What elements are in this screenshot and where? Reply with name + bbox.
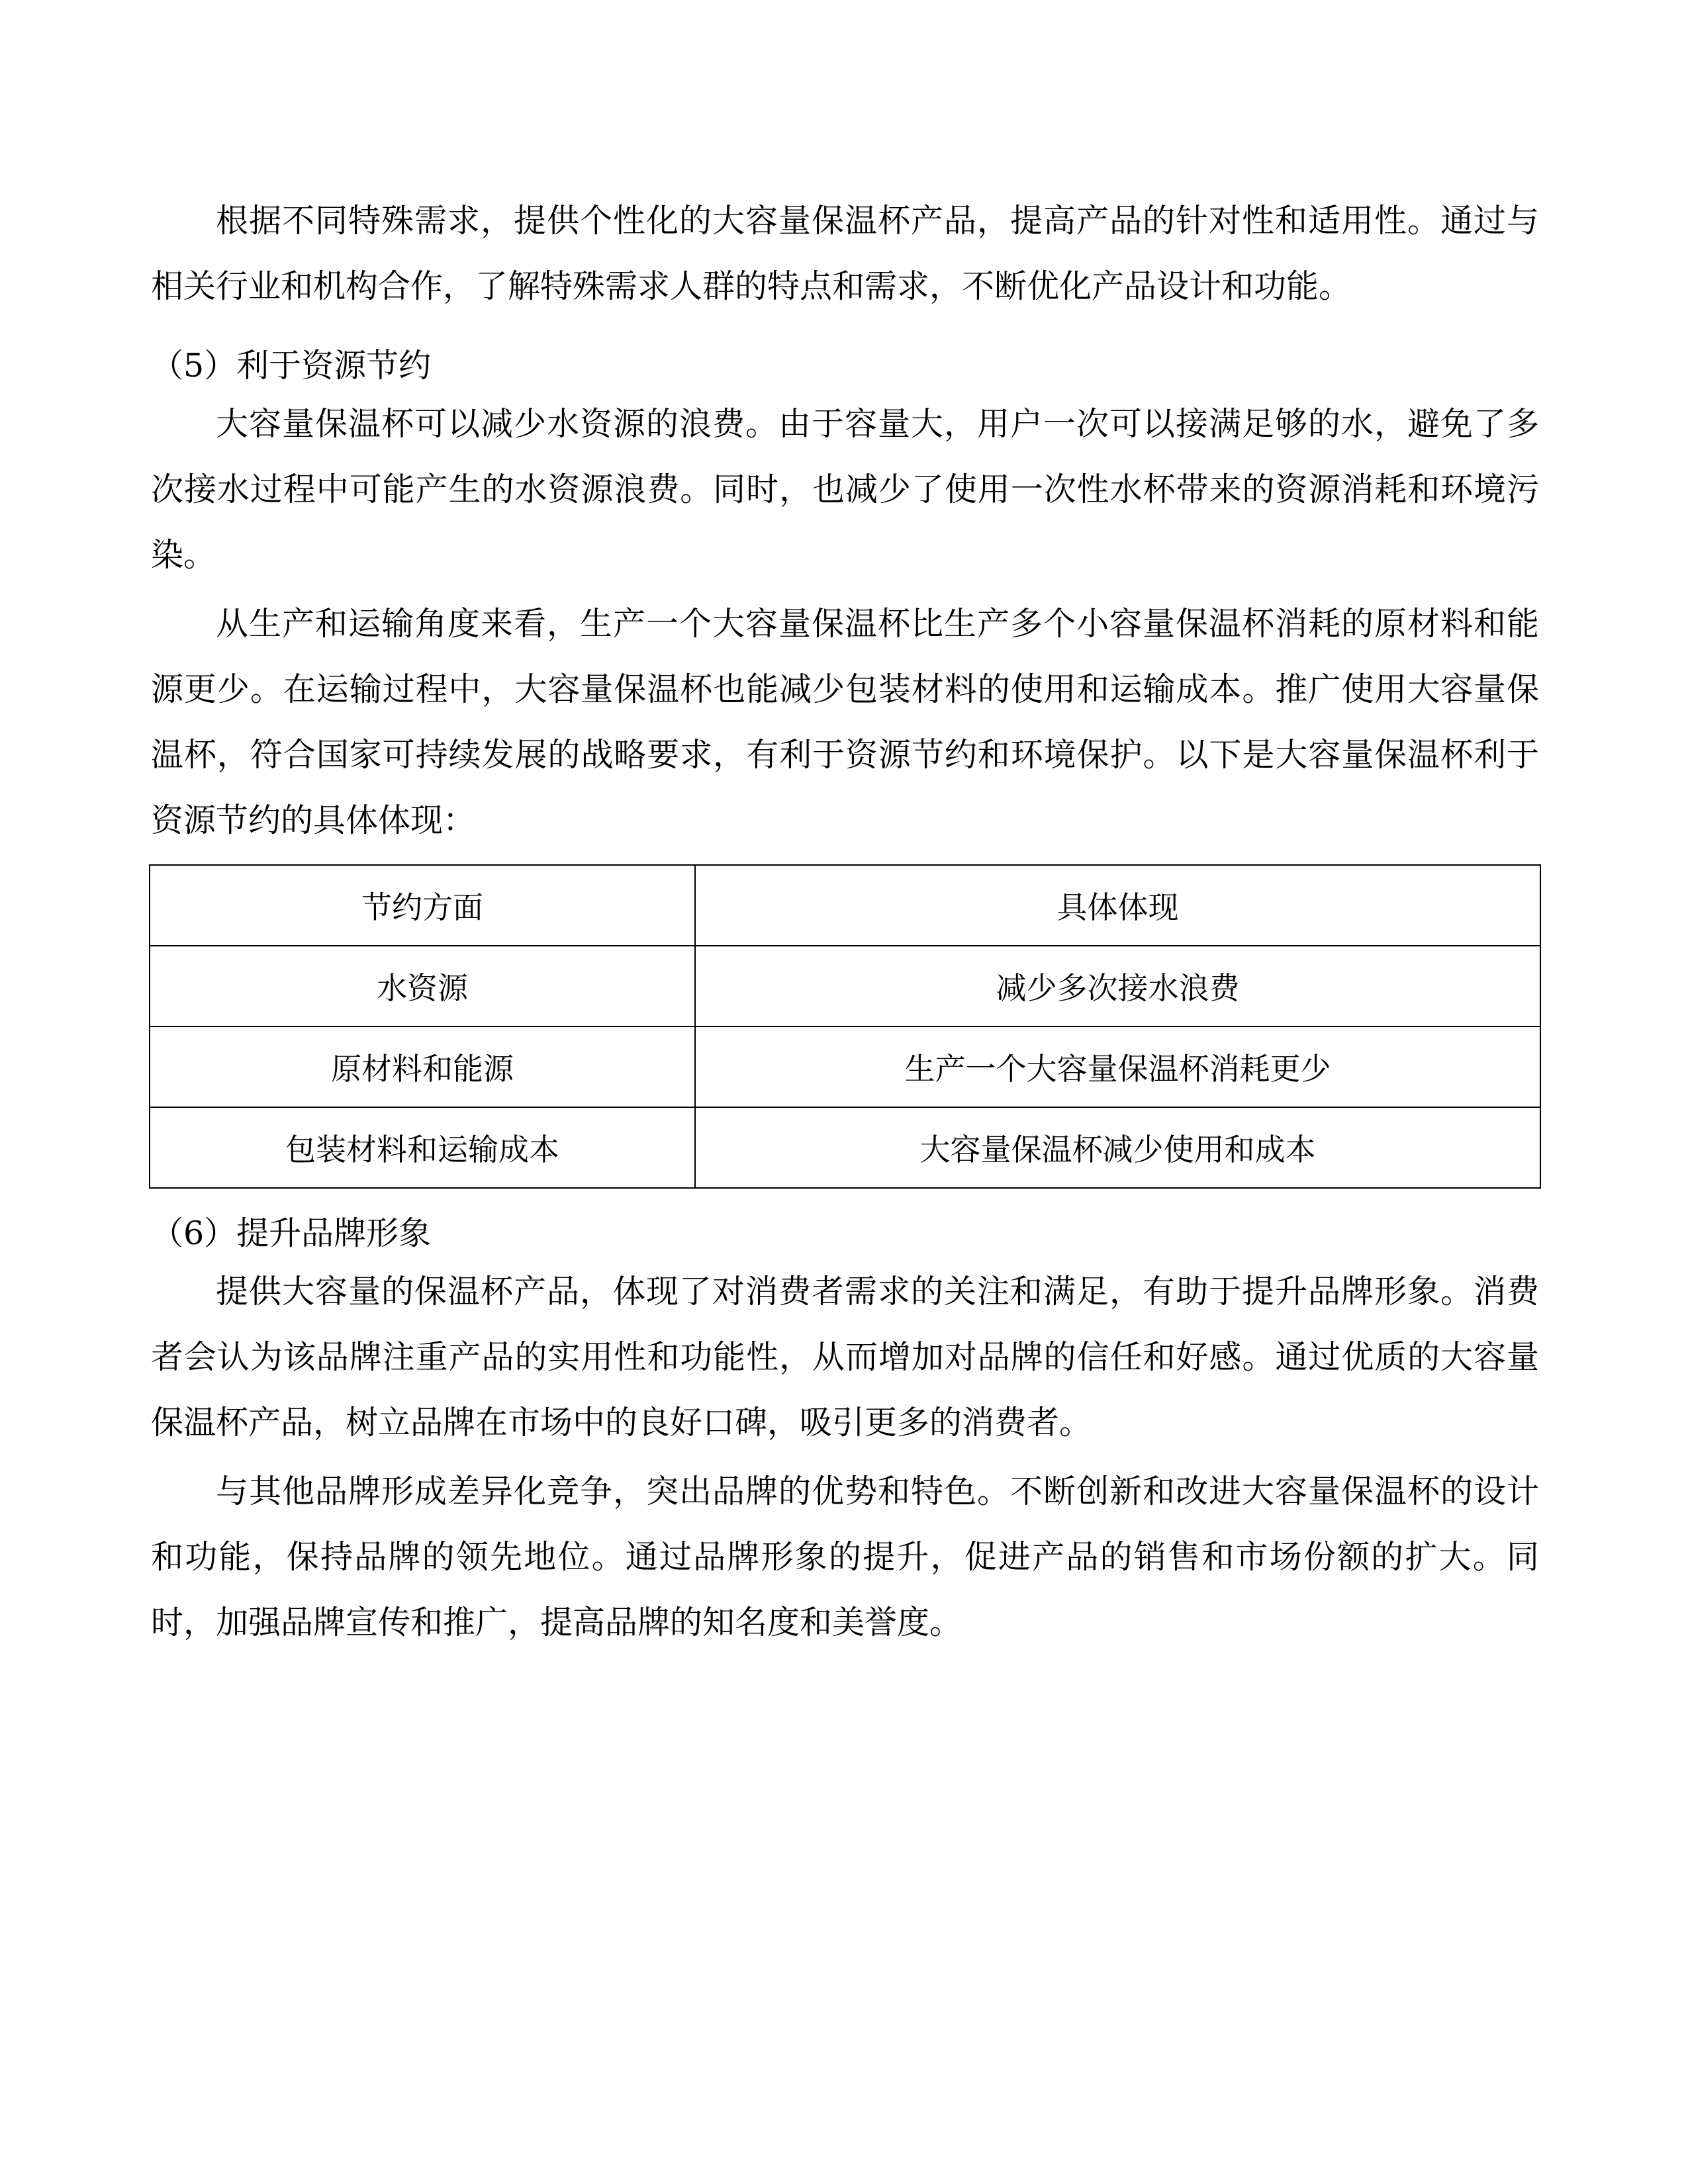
section-heading-6: （6）提升品牌形象 — [151, 1214, 432, 1252]
table-row — [150, 1107, 1540, 1188]
table-cell: 减少多次接水浪费 — [695, 946, 1540, 1026]
table-cell: 水资源 — [150, 946, 695, 1026]
table-row — [150, 1026, 1540, 1107]
paragraph-production-transport: 从生产和运输角度来看，生产一个大容量保温杯比生产多个小容量保温杯消耗的原材料和能源更少。在运输过程中，大容量保温杯也能减少包装材料的使用和运输成本。推广使用大容量保温杯，符合国家可持续发展的战略要求，有利于资源节约和环境保护。以下是大容量保温杯利于资源节约的具体体现： — [151, 605, 1539, 839]
table-cell: 生产一个大容量保温杯消耗更少 — [695, 1026, 1540, 1107]
table-cell: 原材料和能源 — [150, 1026, 695, 1107]
paragraph-differentiation: 与其他品牌形成差异化竞争，突出品牌的优势和特色。不断创新和改进大容量保温杯的设计和功能，保持品牌的领先地位。通过品牌形象的提升，促进产品的销售和市场份额的扩大。同时，加强品牌宣传和推广，提高品牌的知名度和美誉度。 — [151, 1473, 1539, 1641]
section-heading-5: （5）利于资源节约 — [151, 347, 432, 385]
table-cell: 大容量保温杯减少使用和成本 — [695, 1107, 1540, 1188]
paragraph-water-saving: 大容量保温杯可以减少水资源的浪费。由于容量大，用户一次可以接满足够的水，避免了多次接水过程中可能产生的水资源浪费。同时，也减少了使用一次性水杯带来的资源消耗和环境污染。 — [151, 405, 1539, 574]
table-header-cell: 节约方面 — [150, 865, 695, 946]
table-header-row — [150, 865, 1540, 946]
table-row — [150, 946, 1540, 1026]
paragraph-special-needs: 根据不同特殊需求，提供个性化的大容量保温杯产品，提高产品的针对性和适用性。通过与相关行业和机构合作，了解特殊需求人群的特点和需求，不断优化产品设计和功能。 — [151, 202, 1539, 305]
paragraph-brand-image: 提供大容量的保温杯产品，体现了对消费者需求的关注和满足，有助于提升品牌形象。消费者会认为该品牌注重产品的实用性和功能性，从而增加对品牌的信任和好感。通过优质的大容量保温杯产品，树立品牌在市场中的良好口碑，吸引更多的消费者。 — [151, 1273, 1539, 1441]
table-cell: 包装材料和运输成本 — [150, 1107, 695, 1188]
resource-saving-table — [149, 864, 1541, 1189]
table-header-cell: 具体体现 — [695, 865, 1540, 946]
